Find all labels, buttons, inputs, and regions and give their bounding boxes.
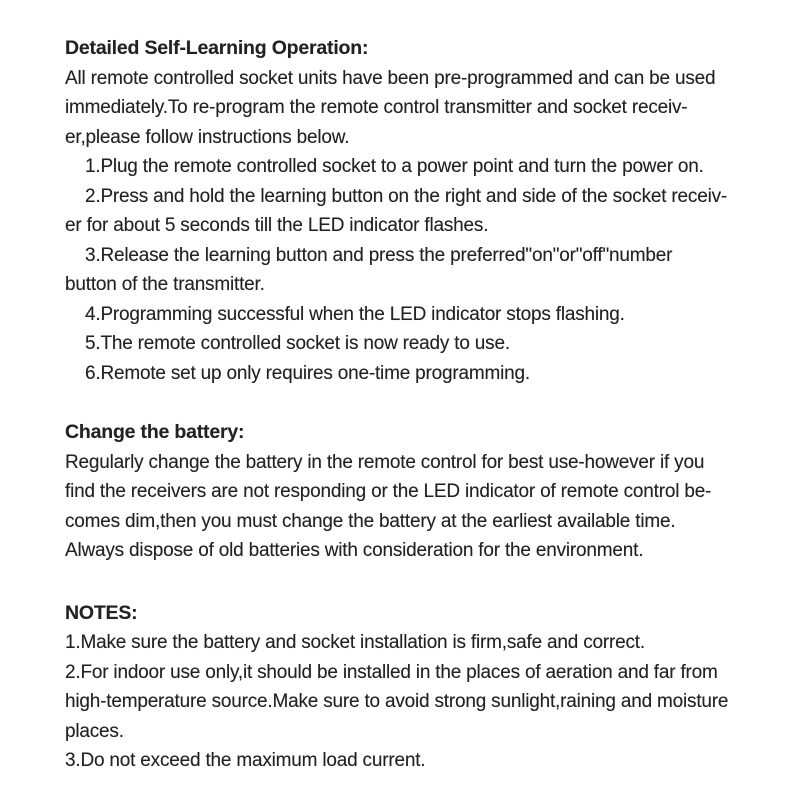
text-line: Always dispose of old batteries with consideration for the environment.	[65, 540, 644, 561]
section-self-learning-operation	[65, 34, 760, 388]
text-line: immediately.To re-program the remote control transmitter and socket receiv-	[65, 97, 688, 118]
step-line-3-continued: button of the transmitter.	[65, 274, 265, 295]
self-learning-heading: Detailed Self-Learning Operation:	[65, 37, 369, 59]
step-line-1: 1.Plug the remote controlled socket to a power point and turn the power on.	[85, 156, 704, 177]
note-line-1: 1.Make sure the battery and socket installation is firm,safe and correct.	[65, 632, 645, 653]
note-line-2-continued-2: places.	[65, 720, 124, 742]
text-line: comes dim,then you must change the battery at the earliest available time.	[65, 510, 676, 532]
step-line-6: 6.Remote set up only requires one-time programming.	[85, 362, 530, 384]
step-line-5: 5.The remote controlled socket is now ready to use.	[85, 333, 510, 354]
text-line: All remote controlled socket units have been pre-programmed and can be used	[65, 67, 716, 89]
note-line-2-continued: high-temperature source.Make sure to avoid strong sunlight,raining and moisture	[65, 691, 729, 712]
step-line-3: 3.Release the learning button and press the preferred"on"or"off"number	[85, 244, 673, 266]
text-line: Regularly change the battery in the remote control for best use-however if you	[65, 451, 705, 473]
text-line: er,please follow instructions below.	[65, 126, 350, 148]
notes-heading: NOTES:	[65, 601, 138, 624]
note-line-2: 2.For indoor use only,it should be installed in the places of aeration and far from	[65, 661, 718, 683]
note-line-3: 3.Do not exceed the maximum load current.	[65, 750, 426, 771]
section-change-battery	[65, 418, 760, 566]
change-battery-heading: Change the battery:	[65, 421, 245, 443]
step-line-2: 2.Press and hold the learning button on the right and side of the socket receiv-	[85, 185, 728, 207]
step-line-2-continued: er for about 5 seconds till the LED indicator flashes.	[65, 215, 489, 236]
text-line: find the receivers are not responding or the LED indicator of remote control be-	[65, 481, 712, 502]
section-notes	[65, 599, 760, 776]
step-line-4: 4.Programming successful when the LED indicator stops flashing.	[85, 303, 625, 325]
